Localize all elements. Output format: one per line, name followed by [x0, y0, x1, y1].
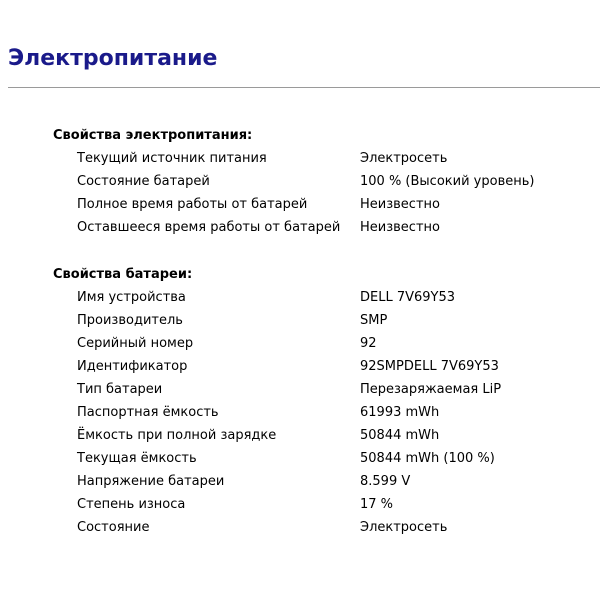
- property-row-battery-type: [53, 378, 600, 401]
- property-row-full-charge-capacity: [53, 424, 600, 447]
- property-value: 61993 mWh: [360, 405, 440, 420]
- property-name: Имя устройства: [77, 290, 186, 305]
- property-name: Состояние: [77, 520, 150, 535]
- section-heading-battery: Свойства батареи:: [53, 267, 193, 282]
- property-row-serial-number: [53, 332, 600, 355]
- property-row-power-source: [53, 147, 600, 170]
- property-row-device-name: [53, 286, 600, 309]
- property-value: Электросеть: [360, 151, 448, 166]
- page-title: Электропитание: [8, 46, 218, 71]
- property-name: Производитель: [77, 313, 183, 328]
- property-row-battery-voltage: [53, 470, 600, 493]
- property-name: Степень износа: [77, 497, 186, 512]
- property-name: Серийный номер: [77, 336, 194, 351]
- property-name: Состояние батарей: [77, 174, 210, 189]
- property-name: Текущая ёмкость: [77, 451, 197, 466]
- property-name: Тип батареи: [77, 382, 163, 397]
- property-row-remaining-battery-time: [53, 216, 600, 239]
- property-value: 92SMPDELL 7V69Y53: [360, 359, 499, 374]
- property-value: Неизвестно: [360, 197, 440, 212]
- property-value: 92: [360, 336, 377, 351]
- property-row-manufacturer: [53, 309, 600, 332]
- property-value: Неизвестно: [360, 220, 440, 235]
- battery-properties-section: [53, 263, 600, 539]
- property-value: SMP: [360, 313, 388, 328]
- property-row-wear-level: [53, 493, 600, 516]
- property-value: DELL 7V69Y53: [360, 290, 456, 305]
- property-value: 50844 mWh: [360, 428, 440, 443]
- section-heading-power: Свойства электропитания:: [53, 128, 253, 143]
- property-value: 100 % (Высокий уровень): [360, 174, 535, 189]
- property-name: Оставшееся время работы от батарей: [77, 220, 341, 235]
- property-row-current-capacity: [53, 447, 600, 470]
- property-row-identifier: [53, 355, 600, 378]
- property-value: Электросеть: [360, 520, 448, 535]
- property-row-design-capacity: [53, 401, 600, 424]
- property-value: 17 %: [360, 497, 394, 512]
- property-name: Идентификатор: [77, 359, 188, 374]
- property-name: Текущий источник питания: [77, 151, 267, 166]
- property-name: Полное время работы от батарей: [77, 197, 308, 212]
- property-row-battery-status: [53, 170, 600, 193]
- property-name: Ёмкость при полной зарядке: [77, 428, 277, 443]
- property-name: Паспортная ёмкость: [77, 405, 219, 420]
- property-value: 8.599 V: [360, 474, 411, 489]
- property-value: 50844 mWh (100 %): [360, 451, 495, 466]
- property-row-full-battery-time: [53, 193, 600, 216]
- title-divider: [8, 87, 600, 88]
- property-row-state: [53, 516, 600, 539]
- power-properties-section: [53, 124, 600, 239]
- property-name: Напряжение батареи: [77, 474, 225, 489]
- property-value: Перезаряжаемая LiP: [360, 382, 502, 397]
